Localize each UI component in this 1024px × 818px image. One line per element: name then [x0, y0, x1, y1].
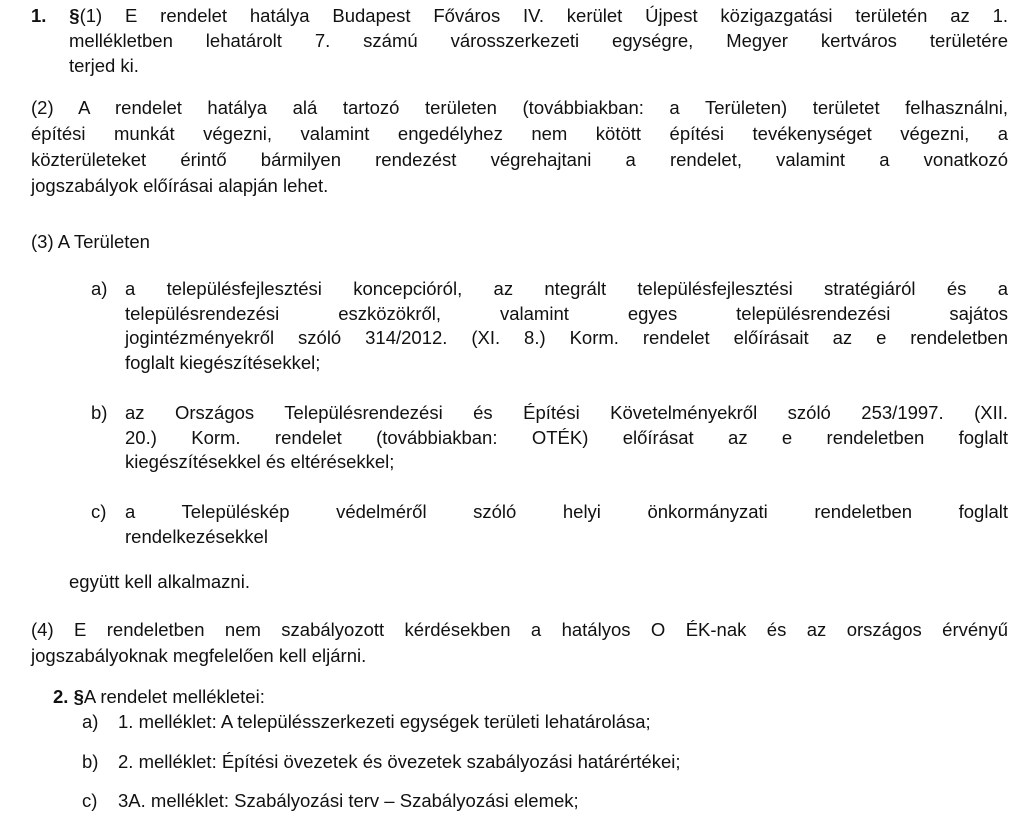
p4-line-2: jogszabályoknak megfelelően kell eljárni.: [31, 645, 367, 666]
section-1-paragraph-3-intro: (3) A Területen: [31, 231, 150, 252]
list-label-b: b): [91, 402, 108, 423]
annex-text-b: 2. melléklet: Építési övezetek és övezetek szabályozási határértékei;: [118, 751, 681, 772]
annex-item-a: [82, 710, 651, 735]
annex-label-a: a): [82, 711, 99, 732]
list-label-a: a): [91, 278, 108, 299]
section-2-heading: [53, 685, 265, 710]
p2-line-3: közterületeket érintő bármilyen rendezést végrehajtani a rendelet, valamint a vonatkozó: [31, 149, 1008, 170]
annex-label-c: c): [82, 790, 98, 811]
p2-line-4: jogszabályok előírásai alapján lehet.: [31, 175, 329, 196]
annex-text-a: 1. melléklet: A településszerkezeti egységek területi lehatárolása;: [118, 711, 651, 732]
p1-line-1: (1) E rendelet hatálya Budapest Főváros IV. kerület Újpest közigazgatási területén az 1.: [79, 5, 1008, 26]
list-item-c: a Településkép védelméről szóló helyi önkormányzati rendeletben foglalt rendelkezésekkel: [125, 501, 1008, 547]
section-1-paragraph-1-cont: [69, 29, 1008, 78]
list-label-c: c): [91, 501, 107, 522]
section-1-paragraph-1: [31, 4, 1008, 29]
section-1-paragraph-2: [31, 95, 1008, 199]
list-item-a: a településfejlesztési koncepcióról, az ntegrált településfejlesztési stratégiáról és a településrendezési eszközökről, valamint egyes településrendezési sajátos jogintézményekről szóló 314/2012. (XI. 8.) Korm. rendelet előírásait az e rendeletben foglalt kiegészítésekkel;: [125, 278, 1008, 373]
p2-line-2: építési munkát végezni, valamint engedélyhez nem kötött építési tevékenységet végezni, a: [31, 123, 1008, 144]
p4-line-1: (4) E rendeletben nem szabályozott kérdésekben a hatályos O ÉK-nak és az országos érvényű: [31, 619, 1008, 640]
section-2-number: 2. §: [53, 686, 84, 707]
annex-text-c: 3A. melléklet: Szabályozási terv – Szabályozási elemek;: [118, 790, 579, 811]
section-1-paragraph-4: [31, 617, 1008, 669]
p1-line-3: terjed ki.: [69, 54, 139, 76]
annex-label-b: b): [82, 751, 99, 772]
p2-line-1: (2) A rendelet hatálya alá tartozó területen (továbbiakban: a Területen) területet felhasználni,: [31, 97, 1008, 118]
p1-line-2: mellékletben lehatárolt 7. számú városszerkezeti egységre, Megyer kertváros területére: [69, 30, 1008, 51]
section-1-paragraph-3-outro: együtt kell alkalmazni.: [69, 571, 250, 592]
list-item-b: az Országos Településrendezési és Építési Követelményekről szóló 253/1997. (XII. 20.) Korm. rendelet (továbbiakban: OTÉK) előírásat az e rendeletben foglalt kiegészítésekkel és eltérésekkel;: [125, 402, 1008, 472]
section-2-intro: A rendelet mellékletei:: [83, 686, 265, 707]
annex-item-c: [82, 789, 579, 814]
annex-item-b: [82, 750, 680, 775]
section-1-number: 1. §: [31, 5, 80, 26]
